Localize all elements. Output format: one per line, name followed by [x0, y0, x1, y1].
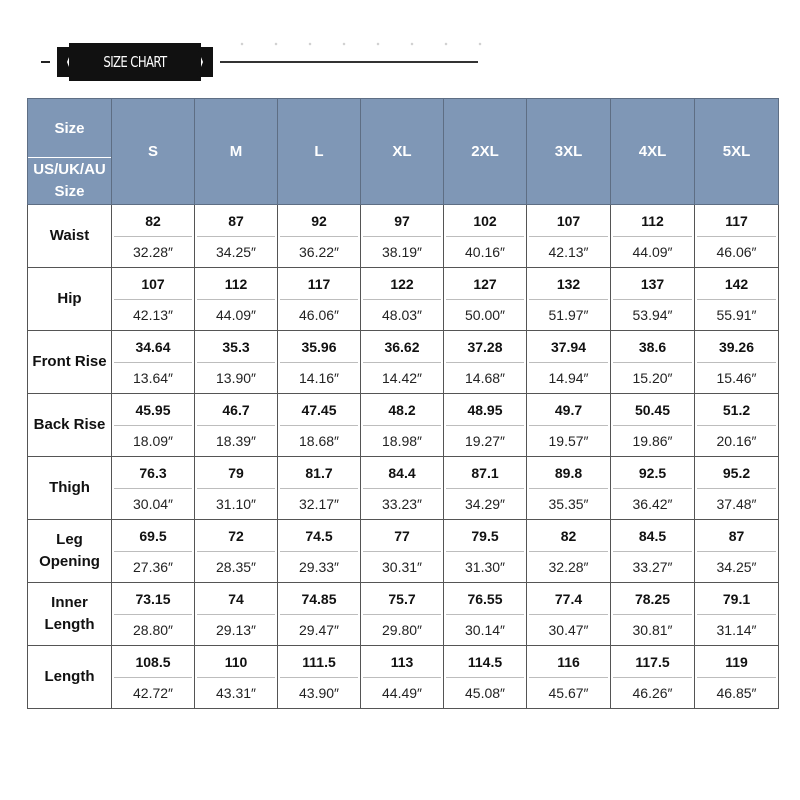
inch-value: 29.47″: [299, 622, 339, 638]
size-label: Size: [28, 99, 111, 158]
size-header-xl: XL: [361, 99, 444, 205]
table-row: [28, 457, 779, 520]
cm-value: 97: [363, 205, 441, 237]
measurement-label-line: Inner: [51, 594, 88, 611]
size-value-cell: [112, 268, 195, 331]
cm-value: 37.94: [529, 331, 608, 363]
cm-value: 74.5: [280, 520, 358, 552]
size-header-m: M: [195, 99, 278, 205]
size-value-cell: [527, 205, 611, 268]
inch-value: 42.13″: [548, 244, 589, 260]
cm-value: 78.25: [613, 583, 692, 615]
size-value-cell: [195, 646, 278, 709]
size-value-cell: [695, 268, 779, 331]
size-value-cell: [112, 331, 195, 394]
inch-value: 40.16″: [465, 244, 505, 260]
measurement-label: [28, 457, 112, 520]
inch-value: 42.72″: [133, 685, 173, 701]
cm-value: 110: [197, 646, 275, 678]
inch-value: 19.57″: [548, 433, 589, 449]
cm-value: 122: [363, 268, 441, 300]
measurement-label-line: Front Rise: [32, 353, 107, 370]
cm-value: 117: [280, 268, 358, 300]
cm-value: 69.5: [114, 520, 192, 552]
inch-value: 14.16″: [299, 370, 339, 386]
size-value-cell: [112, 394, 195, 457]
size-value-cell: [361, 394, 444, 457]
inch-value: 14.68″: [465, 370, 505, 386]
measurement-label-line: Waist: [49, 227, 90, 244]
cm-value: 87.1: [446, 457, 524, 489]
size-value-cell: [361, 646, 444, 709]
cm-value: 111.5: [280, 646, 358, 678]
cm-value: 107: [114, 268, 192, 300]
measurement-label: [28, 646, 112, 709]
inch-value: 36.22″: [299, 244, 339, 260]
size-value-cell: [695, 331, 779, 394]
cm-value: 87: [697, 520, 776, 552]
cm-value: 48.2: [363, 394, 441, 426]
size-value-cell: [112, 646, 195, 709]
size-corner-cell: [28, 99, 112, 205]
size-value-cell: [278, 646, 361, 709]
cm-value: 117: [697, 205, 776, 237]
measurement-label: [28, 331, 112, 394]
cm-value: 112: [613, 205, 692, 237]
cm-value: 72: [197, 520, 275, 552]
cm-value: 50.45: [613, 394, 692, 426]
measurement-label: [28, 394, 112, 457]
size-value-cell: [112, 457, 195, 520]
header-dash: [41, 61, 50, 63]
size-table-body: [28, 205, 779, 709]
size-header-3xl: 3XL: [527, 99, 611, 205]
cm-value: 35.96: [280, 331, 358, 363]
size-value-cell: [361, 331, 444, 394]
cm-value: 127: [446, 268, 524, 300]
inch-value: 32.28″: [133, 244, 173, 260]
cm-value: 137: [613, 268, 692, 300]
cm-value: 76.3: [114, 457, 192, 489]
size-value-cell: [527, 268, 611, 331]
cm-value: 76.55: [446, 583, 524, 615]
cm-value: 108.5: [114, 646, 192, 678]
inch-value: 30.81″: [632, 622, 673, 638]
cm-value: 39.26: [697, 331, 776, 363]
inch-value: 13.64″: [133, 370, 173, 386]
inch-value: 19.27″: [465, 433, 505, 449]
cm-value: 37.28: [446, 331, 524, 363]
region-label: US/UK/AU: [33, 161, 106, 178]
size-value-cell: [195, 457, 278, 520]
inch-value: 28.80″: [133, 622, 173, 638]
cm-value: 102: [446, 205, 524, 237]
cm-value: 132: [529, 268, 608, 300]
size-value-cell: [695, 646, 779, 709]
size-value-cell: [695, 205, 779, 268]
region-size-label: [28, 158, 111, 204]
size-header-2xl: 2XL: [444, 99, 527, 205]
cm-value: 47.45: [280, 394, 358, 426]
cm-value: 117.5: [613, 646, 692, 678]
size-value-cell: [611, 520, 695, 583]
size-value-cell: [695, 520, 779, 583]
cm-value: 116: [529, 646, 608, 678]
inch-value: 34.25″: [716, 559, 757, 575]
inch-value: 46.26″: [632, 685, 673, 701]
size-value-cell: [444, 457, 527, 520]
size-value-cell: [611, 268, 695, 331]
cm-value: 49.7: [529, 394, 608, 426]
cm-value: 79.5: [446, 520, 524, 552]
inch-value: 14.42″: [382, 370, 422, 386]
inch-value: 29.80″: [382, 622, 422, 638]
size-value-cell: [444, 205, 527, 268]
measurement-label-line: Leg: [56, 531, 83, 548]
size-value-cell: [611, 457, 695, 520]
size-value-cell: [361, 457, 444, 520]
inch-value: 31.30″: [465, 559, 505, 575]
cm-value: 82: [529, 520, 608, 552]
size-value-cell: [444, 331, 527, 394]
size-value-cell: [278, 457, 361, 520]
size-chart-table: [27, 98, 779, 709]
cm-value: 92.5: [613, 457, 692, 489]
inch-value: 14.94″: [548, 370, 589, 386]
table-row: [28, 331, 779, 394]
inch-value: 18.39″: [216, 433, 256, 449]
cm-value: 81.7: [280, 457, 358, 489]
size-value-cell: [444, 583, 527, 646]
cm-value: 95.2: [697, 457, 776, 489]
size-value-cell: [278, 520, 361, 583]
size-value-cell: [695, 583, 779, 646]
inch-value: 38.19″: [382, 244, 422, 260]
size-value-cell: [195, 205, 278, 268]
cm-value: 35.3: [197, 331, 275, 363]
inch-value: 36.42″: [632, 496, 673, 512]
size-value-cell: [195, 394, 278, 457]
inch-value: 13.90″: [216, 370, 256, 386]
inch-value: 30.47″: [548, 622, 589, 638]
size-value-cell: [611, 646, 695, 709]
cm-value: 114.5: [446, 646, 524, 678]
cm-value: 77.4: [529, 583, 608, 615]
inch-value: 46.85″: [716, 685, 757, 701]
inch-value: 29.13″: [216, 622, 256, 638]
cm-value: 107: [529, 205, 608, 237]
inch-value: 51.97″: [548, 307, 589, 323]
cm-value: 89.8: [529, 457, 608, 489]
cm-value: 48.95: [446, 394, 524, 426]
cm-value: 46.7: [197, 394, 275, 426]
size-value-cell: [195, 331, 278, 394]
inch-value: 18.09″: [133, 433, 173, 449]
cm-value: 119: [697, 646, 776, 678]
cm-value: 79.1: [697, 583, 776, 615]
inch-value: 45.08″: [465, 685, 505, 701]
inch-value: 32.17″: [299, 496, 339, 512]
size-value-cell: [527, 394, 611, 457]
cm-value: 87: [197, 205, 275, 237]
region-size-word: Size: [54, 183, 85, 200]
size-value-cell: [444, 646, 527, 709]
measurement-label-line: Opening: [39, 553, 100, 570]
size-value-cell: [278, 268, 361, 331]
inch-value: 53.94″: [632, 307, 673, 323]
measurement-label-line: Back Rise: [33, 416, 106, 433]
inch-value: 48.03″: [382, 307, 422, 323]
inch-value: 30.31″: [382, 559, 422, 575]
size-value-cell: [695, 394, 779, 457]
inch-value: 44.09″: [216, 307, 256, 323]
size-value-cell: [527, 331, 611, 394]
size-value-cell: [444, 268, 527, 331]
cm-value: 82: [114, 205, 192, 237]
inch-value: 43.90″: [299, 685, 339, 701]
size-value-cell: [278, 583, 361, 646]
size-value-cell: [611, 331, 695, 394]
banner-title: SIZE CHART: [103, 53, 167, 71]
header-rule: [220, 61, 478, 63]
cm-value: 34.64: [114, 331, 192, 363]
size-value-cell: [527, 583, 611, 646]
cm-value: 92: [280, 205, 358, 237]
inch-value: 18.68″: [299, 433, 339, 449]
inch-value: 30.04″: [133, 496, 173, 512]
cm-value: 74: [197, 583, 275, 615]
size-header-s: S: [112, 99, 195, 205]
inch-value: 34.25″: [216, 244, 256, 260]
measurement-label: [28, 583, 112, 646]
size-value-cell: [195, 583, 278, 646]
table-row: [28, 583, 779, 646]
size-value-cell: [361, 583, 444, 646]
inch-value: 46.06″: [716, 244, 757, 260]
size-value-cell: [195, 520, 278, 583]
size-value-cell: [278, 205, 361, 268]
cm-value: 75.7: [363, 583, 441, 615]
size-value-cell: [527, 457, 611, 520]
table-row: [28, 268, 779, 331]
table-row: [28, 646, 779, 709]
measurement-label-line: Length: [44, 668, 95, 685]
inch-value: 28.35″: [216, 559, 256, 575]
size-value-cell: [695, 457, 779, 520]
size-value-cell: [444, 520, 527, 583]
inch-value: 31.10″: [216, 496, 256, 512]
measurement-label-line: Length: [44, 616, 95, 633]
inch-value: 33.23″: [382, 496, 422, 512]
inch-value: 32.28″: [548, 559, 589, 575]
inch-value: 44.09″: [632, 244, 673, 260]
size-value-cell: [195, 268, 278, 331]
inch-value: 34.29″: [465, 496, 505, 512]
cm-value: 73.15: [114, 583, 192, 615]
inch-value: 50.00″: [465, 307, 505, 323]
size-value-cell: [112, 205, 195, 268]
cm-value: 51.2: [697, 394, 776, 426]
size-value-cell: [278, 394, 361, 457]
size-value-cell: [527, 520, 611, 583]
inch-value: 55.91″: [716, 307, 757, 323]
cm-value: 38.6: [613, 331, 692, 363]
inch-value: 30.14″: [465, 622, 505, 638]
size-header-4xl: 4XL: [611, 99, 695, 205]
inch-value: 31.14″: [716, 622, 757, 638]
size-value-cell: [361, 268, 444, 331]
inch-value: 45.67″: [548, 685, 589, 701]
size-value-cell: [611, 583, 695, 646]
inch-value: 43.31″: [216, 685, 256, 701]
inch-value: 37.48″: [716, 496, 757, 512]
size-value-cell: [527, 646, 611, 709]
size-header-5xl: 5XL: [695, 99, 779, 205]
inch-value: 15.20″: [632, 370, 673, 386]
inch-value: 42.13″: [133, 307, 173, 323]
size-value-cell: [611, 394, 695, 457]
cm-value: 77: [363, 520, 441, 552]
cm-value: 112: [197, 268, 275, 300]
inch-value: 27.36″: [133, 559, 173, 575]
table-row: [28, 205, 779, 268]
decorative-dots: [225, 42, 483, 46]
size-value-cell: [361, 520, 444, 583]
cm-value: 113: [363, 646, 441, 678]
inch-value: 44.49″: [382, 685, 422, 701]
size-value-cell: [112, 583, 195, 646]
size-header-l: L: [278, 99, 361, 205]
measurement-label: [28, 520, 112, 583]
size-value-cell: [278, 331, 361, 394]
inch-value: 15.46″: [716, 370, 757, 386]
size-chart-banner: [57, 43, 213, 81]
measurement-label: [28, 205, 112, 268]
cm-value: 84.5: [613, 520, 692, 552]
inch-value: 35.35″: [548, 496, 589, 512]
size-value-cell: [611, 205, 695, 268]
cm-value: 36.62: [363, 331, 441, 363]
table-row: [28, 394, 779, 457]
inch-value: 20.16″: [716, 433, 757, 449]
inch-value: 18.98″: [382, 433, 422, 449]
inch-value: 19.86″: [632, 433, 673, 449]
inch-value: 33.27″: [632, 559, 673, 575]
size-value-cell: [361, 205, 444, 268]
cm-value: 84.4: [363, 457, 441, 489]
inch-value: 46.06″: [299, 307, 339, 323]
cm-value: 74.85: [280, 583, 358, 615]
size-value-cell: [112, 520, 195, 583]
measurement-label-line: Hip: [57, 290, 82, 307]
cm-value: 79: [197, 457, 275, 489]
inch-value: 29.33″: [299, 559, 339, 575]
cm-value: 142: [697, 268, 776, 300]
size-value-cell: [444, 394, 527, 457]
size-header-row: [28, 99, 779, 205]
cm-value: 45.95: [114, 394, 192, 426]
measurement-label: [28, 268, 112, 331]
measurement-label-line: Thigh: [49, 479, 90, 496]
table-row: [28, 520, 779, 583]
